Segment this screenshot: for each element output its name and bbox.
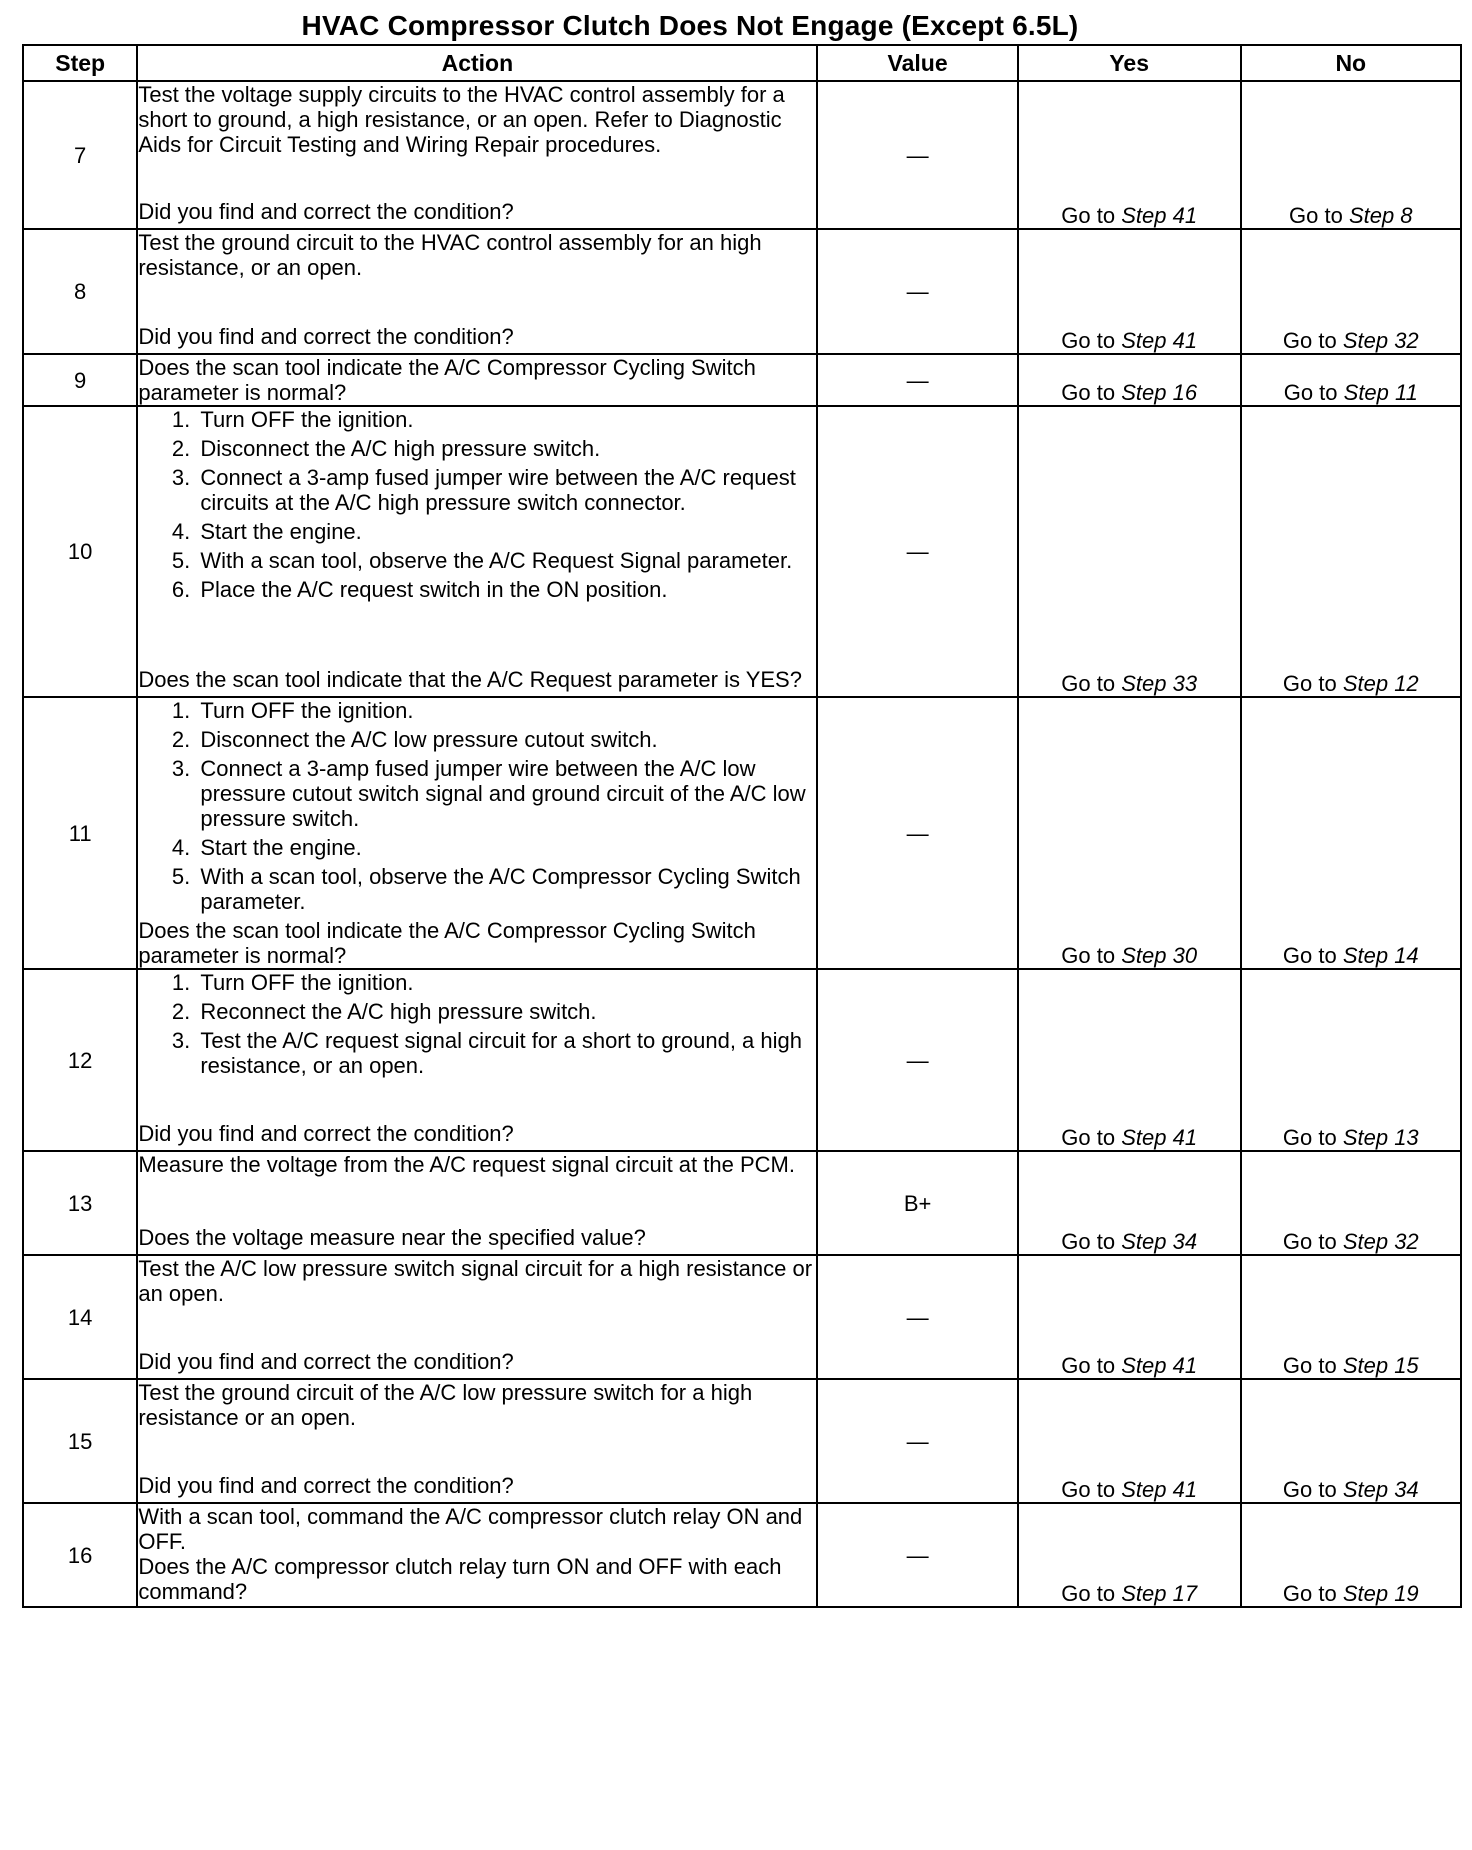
yes-goto-step: Step 41 (1121, 1353, 1198, 1378)
goto-prefix: Go to (1282, 943, 1337, 968)
yes-cell (1018, 1255, 1241, 1379)
value-cell: — (817, 697, 1017, 969)
action-step-item: 4. Start the engine. (196, 835, 816, 860)
step-number: 9 (23, 354, 137, 406)
action-question: Does the scan tool indicate the A/C Compressor Cycling Switch parameter is normal? (138, 355, 756, 405)
action-text: Test the A/C low pressure switch signal circuit for a high resistance or an open. (138, 1256, 813, 1306)
table-row (23, 81, 1461, 229)
no-cell (1241, 81, 1461, 229)
yes-cell (1018, 229, 1241, 354)
no-goto-step: Step 32 (1342, 1229, 1419, 1254)
yes-cell (1018, 354, 1241, 406)
no-cell (1241, 697, 1461, 969)
yes-goto-step: Step 16 (1121, 380, 1198, 405)
value-cell: — (817, 229, 1017, 354)
action-step-item: 1. Turn OFF the ignition. (196, 698, 816, 723)
action-text: Test the ground circuit of the A/C low pressure switch for a high resistance or an open. (138, 1380, 753, 1430)
yes-cell (1018, 1379, 1241, 1503)
action-text: Test the voltage supply circuits to the HVAC control assembly for a short to ground, a high resistance, or an open. Refer to Diagnostic Aids for Circuit Testing and Wiring Repair procedures. (138, 82, 785, 157)
action-cell (137, 1379, 817, 1503)
goto-prefix: Go to (1061, 1125, 1116, 1150)
value-cell: — (817, 406, 1017, 697)
yes-cell (1018, 697, 1241, 969)
no-cell (1241, 969, 1461, 1151)
goto-prefix: Go to (1061, 1581, 1116, 1606)
action-question: Does the A/C compressor clutch relay turn ON and OFF with each command? (138, 1554, 782, 1604)
action-step-item: 1. Turn OFF the ignition. (196, 407, 816, 432)
no-goto-step: Step 8 (1348, 203, 1413, 228)
yes-goto-step: Step 30 (1121, 943, 1198, 968)
header-no: No (1241, 45, 1461, 81)
action-cell (137, 229, 817, 354)
action-question: Did you find and correct the condition? (138, 1349, 514, 1374)
action-cell (137, 697, 817, 969)
action-steps (138, 698, 816, 914)
no-cell (1241, 406, 1461, 697)
diagnostic-table (22, 44, 1462, 1608)
goto-prefix: Go to (1282, 1353, 1337, 1378)
action-step-item: 5. With a scan tool, observe the A/C Compressor Cycling Switch parameter. (196, 864, 816, 914)
value-cell: — (817, 1379, 1017, 1503)
value-cell: — (817, 1503, 1017, 1607)
action-cell (137, 354, 817, 406)
action-cell (137, 969, 817, 1151)
action-step-item: 3. Test the A/C request signal circuit for a short to ground, a high resistance, or an open. (196, 1028, 816, 1078)
action-step-item: 2. Reconnect the A/C high pressure switch. (196, 999, 816, 1024)
goto-prefix: Go to (1061, 203, 1116, 228)
table-row (23, 697, 1461, 969)
yes-goto-step: Step 41 (1121, 203, 1198, 228)
goto-prefix: Go to (1061, 380, 1116, 405)
step-number: 16 (23, 1503, 137, 1607)
yes-goto-step: Step 17 (1121, 1581, 1198, 1606)
action-step-item: 3. Connect a 3-amp fused jumper wire between the A/C low pressure cutout switch signal and ground circuit of the A/C low pressure switch. (196, 756, 816, 831)
yes-cell (1018, 1503, 1241, 1607)
goto-prefix: Go to (1061, 1477, 1116, 1502)
goto-prefix: Go to (1282, 1581, 1337, 1606)
no-cell (1241, 1151, 1461, 1255)
no-cell (1241, 354, 1461, 406)
step-number: 7 (23, 81, 137, 229)
no-goto-step: Step 34 (1342, 1477, 1419, 1502)
action-cell (137, 1503, 817, 1607)
step-number: 14 (23, 1255, 137, 1379)
action-question: Does the scan tool indicate the A/C Compressor Cycling Switch parameter is normal? (138, 918, 756, 968)
value-cell: — (817, 81, 1017, 229)
table-row (23, 1503, 1461, 1607)
action-text: Measure the voltage from the A/C request signal circuit at the PCM. (138, 1152, 795, 1177)
action-text: With a scan tool, command the A/C compressor clutch relay ON and OFF. (138, 1504, 803, 1554)
yes-goto-step: Step 34 (1121, 1229, 1198, 1254)
action-step-item: 6. Place the A/C request switch in the ON position. (196, 577, 816, 602)
value-cell: — (817, 1255, 1017, 1379)
no-goto-step: Step 32 (1342, 328, 1419, 353)
step-number: 8 (23, 229, 137, 354)
goto-prefix: Go to (1289, 203, 1343, 228)
goto-prefix: Go to (1282, 1477, 1337, 1502)
goto-prefix: Go to (1061, 1353, 1116, 1378)
action-cell (137, 406, 817, 697)
page-title: HVAC Compressor Clutch Does Not Engage (Except 6.5L) (301, 10, 1079, 41)
action-cell (137, 81, 817, 229)
action-cell (137, 1255, 817, 1379)
yes-goto-step: Step 41 (1121, 1477, 1198, 1502)
action-step-item: 3. Connect a 3-amp fused jumper wire between the A/C request circuits at the A/C high pressure switch connector. (196, 465, 816, 515)
header-value: Value (817, 45, 1017, 81)
yes-cell (1018, 406, 1241, 697)
action-steps (138, 407, 816, 602)
value-cell: — (817, 969, 1017, 1151)
yes-goto-step: Step 41 (1121, 328, 1198, 353)
action-text: Test the ground circuit to the HVAC control assembly for an high resistance, or an open. (138, 230, 762, 280)
action-step-item: 5. With a scan tool, observe the A/C Request Signal parameter. (196, 548, 816, 573)
action-step-item: 2. Disconnect the A/C high pressure switch. (196, 436, 816, 461)
yes-goto-step: Step 33 (1121, 671, 1198, 696)
value-cell: B+ (817, 1151, 1017, 1255)
goto-prefix: Go to (1282, 328, 1337, 353)
no-cell (1241, 1379, 1461, 1503)
action-question: Did you find and correct the condition? (138, 324, 514, 349)
goto-prefix: Go to (1061, 1229, 1116, 1254)
no-goto-step: Step 13 (1342, 1125, 1419, 1150)
table-row (23, 1255, 1461, 1379)
step-number: 11 (23, 697, 137, 969)
value-cell: — (817, 354, 1017, 406)
no-cell (1241, 1503, 1461, 1607)
action-question: Does the voltage measure near the specified value? (138, 1225, 646, 1250)
yes-cell (1018, 969, 1241, 1151)
no-cell (1241, 229, 1461, 354)
table-row (23, 354, 1461, 406)
action-steps (138, 970, 816, 1078)
goto-prefix: Go to (1061, 328, 1116, 353)
action-cell (137, 1151, 817, 1255)
no-cell (1241, 1255, 1461, 1379)
header-action: Action (137, 45, 817, 81)
goto-prefix: Go to (1061, 671, 1116, 696)
goto-prefix: Go to (1282, 1125, 1337, 1150)
step-number: 15 (23, 1379, 137, 1503)
yes-cell (1018, 1151, 1241, 1255)
table-row (23, 969, 1461, 1151)
goto-prefix: Go to (1282, 1229, 1337, 1254)
goto-prefix: Go to (1283, 380, 1338, 405)
table-header-row (23, 45, 1461, 81)
no-goto-step: Step 19 (1342, 1581, 1419, 1606)
action-question: Does the scan tool indicate that the A/C Request parameter is YES? (138, 667, 802, 692)
goto-prefix: Go to (1282, 671, 1337, 696)
step-number: 13 (23, 1151, 137, 1255)
header-step: Step (23, 45, 137, 81)
action-step-item: 2. Disconnect the A/C low pressure cutout switch. (196, 727, 816, 752)
table-body (23, 81, 1461, 1607)
step-number: 12 (23, 969, 137, 1151)
header-yes: Yes (1018, 45, 1241, 81)
no-goto-step: Step 15 (1342, 1353, 1419, 1378)
yes-goto-step: Step 41 (1121, 1125, 1198, 1150)
step-number: 10 (23, 406, 137, 697)
table-row (23, 229, 1461, 354)
table-row (23, 406, 1461, 697)
yes-cell (1018, 81, 1241, 229)
action-step-item: 4. Start the engine. (196, 519, 816, 544)
no-goto-step: Step 12 (1342, 671, 1419, 696)
action-question: Did you find and correct the condition? (138, 1473, 514, 1498)
table-row (23, 1151, 1461, 1255)
no-goto-step: Step 14 (1342, 943, 1419, 968)
action-step-item: 1. Turn OFF the ignition. (196, 970, 816, 995)
action-question: Did you find and correct the condition? (138, 199, 514, 224)
action-question: Did you find and correct the condition? (138, 1121, 514, 1146)
table-row (23, 1379, 1461, 1503)
no-goto-step: Step 11 (1343, 380, 1418, 405)
goto-prefix: Go to (1061, 943, 1116, 968)
